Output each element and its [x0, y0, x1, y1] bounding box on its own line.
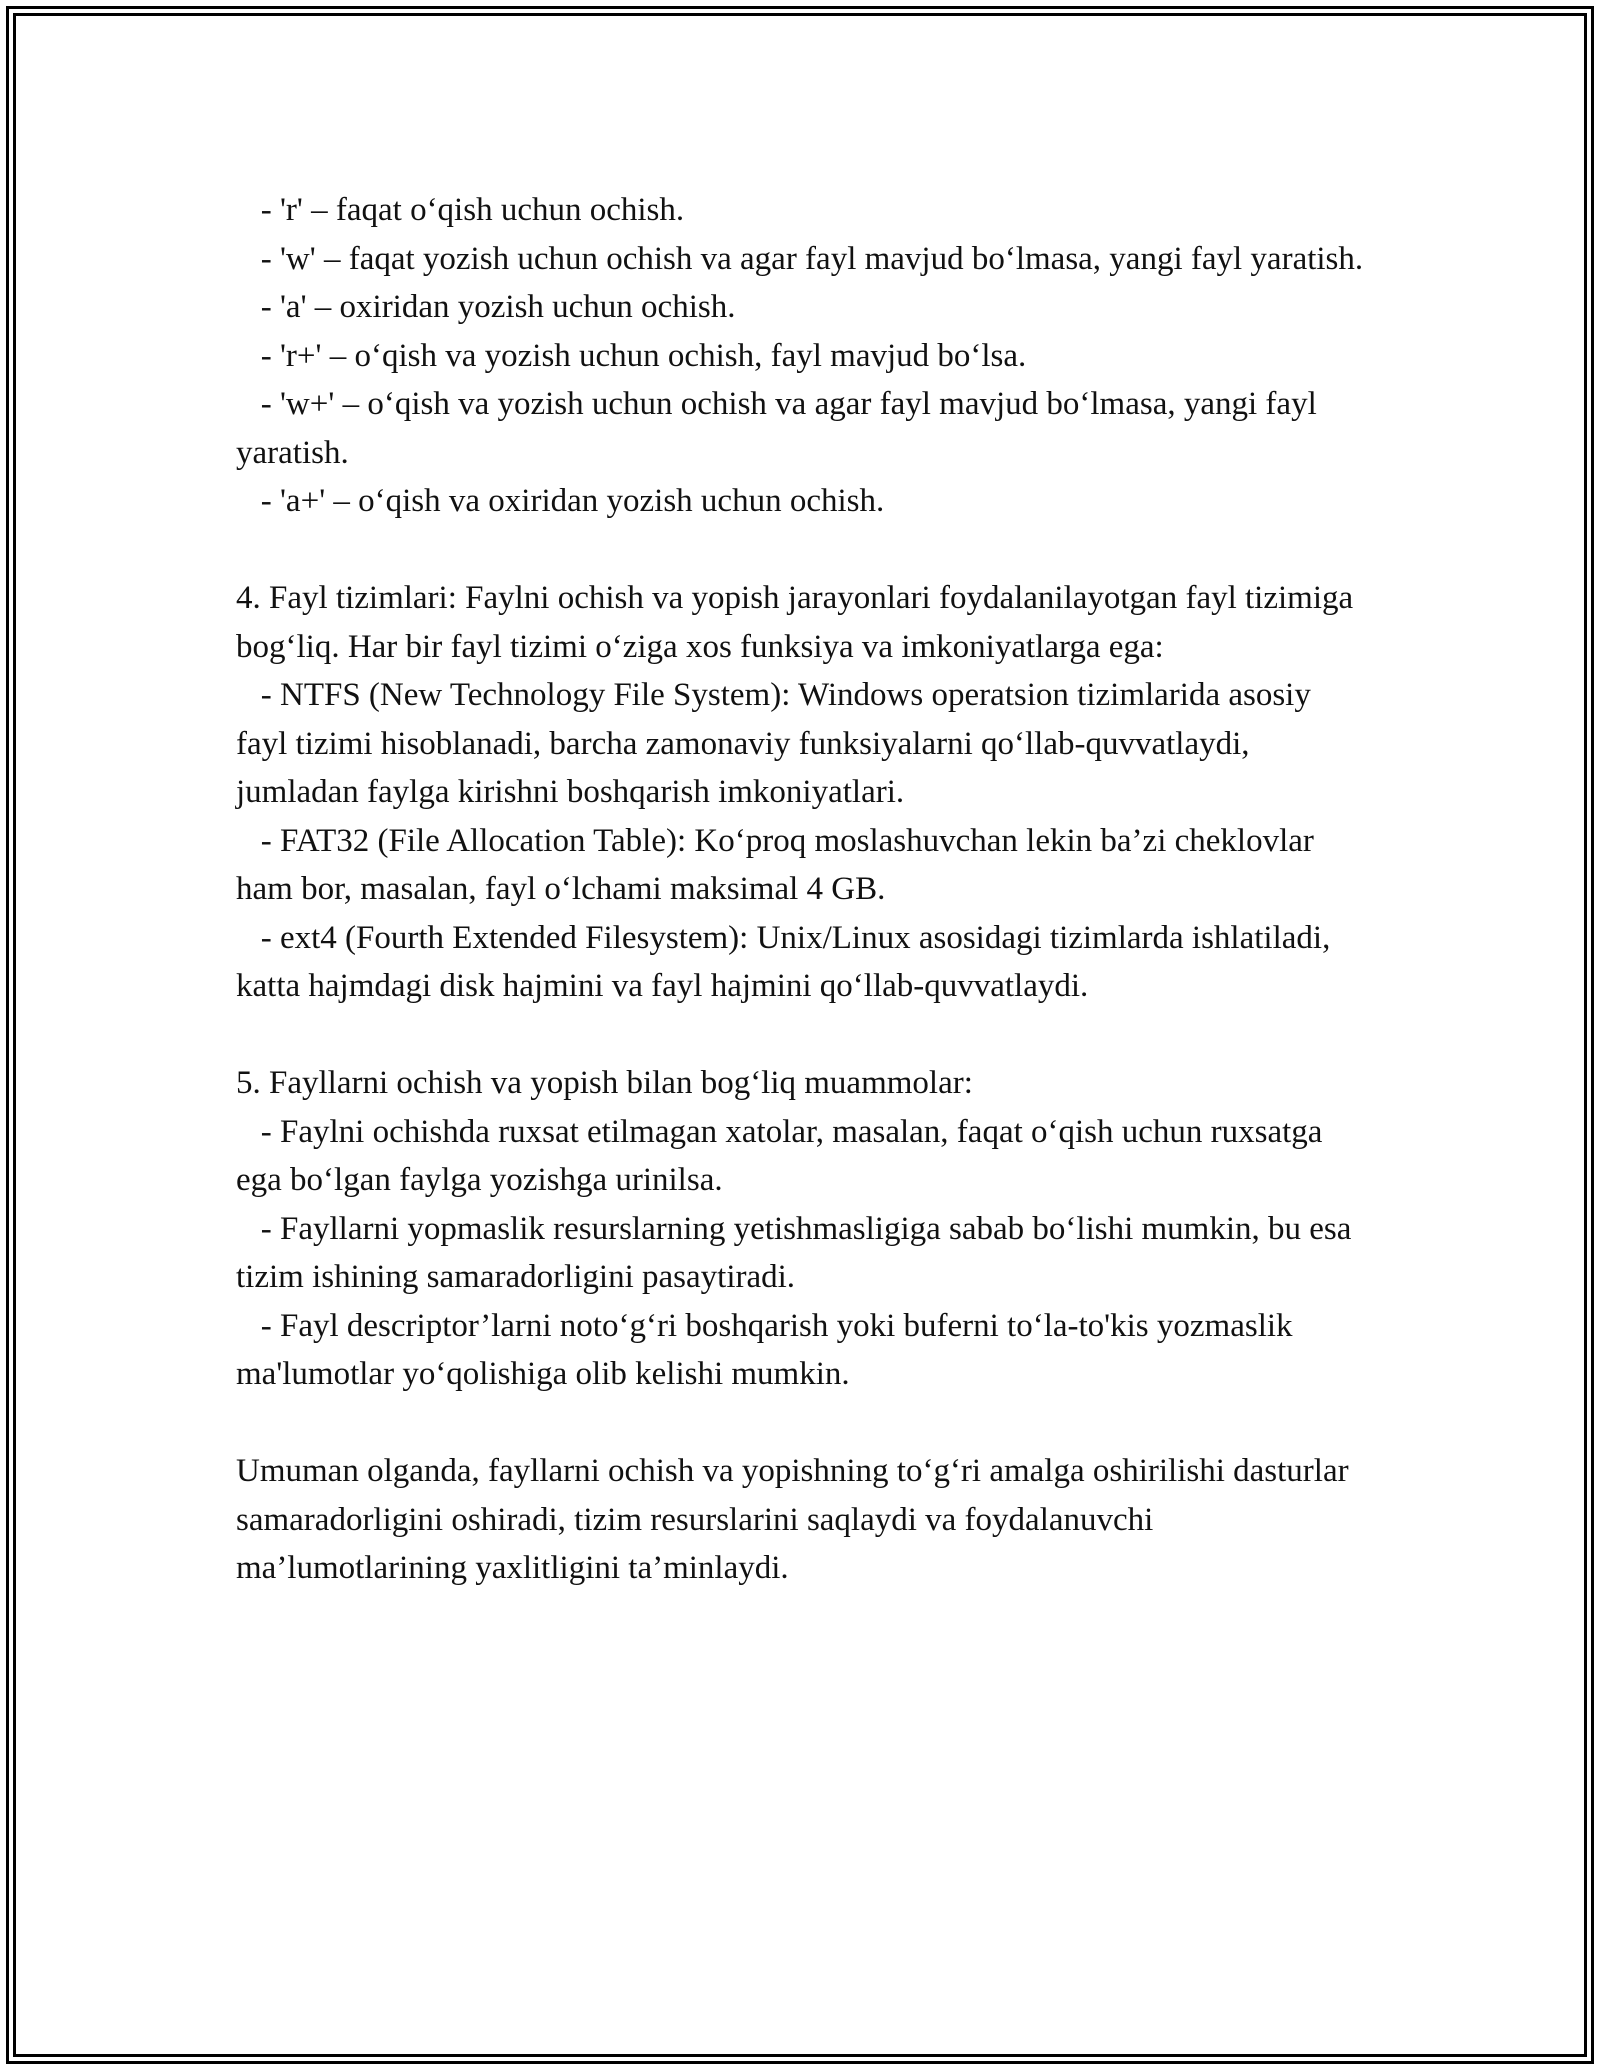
- paragraph-spacer: [236, 1399, 1366, 1448]
- paragraph-spacer: [236, 526, 1366, 575]
- mode-item-a: - 'a' – oxiridan yozish uchun ochish.: [260, 289, 736, 325]
- section-5-item-permissions: - Faylni ochishda ruxsat etilmagan xatolar, masalan, faqat o‘qish uchun ruxsatga ega bo‘lgan faylga yozishga urinilsa.: [236, 1113, 1323, 1198]
- section-5-item-not-closing: - Fayllarni yopmaslik resurslarning yetishmasligiga sabab bo‘lishi mumkin, bu esa tizim ishining samaradorligini pasaytiradi.: [236, 1210, 1352, 1295]
- section-4-item-ntfs: - NTFS (New Technology File System): Windows operatsion tizimlarida asosiy fayl tizimi hisoblanadi, barcha zamonaviy funksiyalarni qo‘llab-quvvatlaydi, jumladan faylga kirishni boshqarish imkoniyatlari.: [236, 677, 1311, 810]
- mode-item-a-plus: - 'a+' – o‘qish va oxiridan yozish uchun ochish.: [260, 483, 885, 519]
- paragraph-spacer: [236, 1011, 1366, 1060]
- conclusion-paragraph: Umuman olganda, fayllarni ochish va yopishning to‘g‘ri amalga oshirilishi dasturlar samaradorligini oshiradi, tizim resurslarini saqlaydi va foydalanuvchi ma’lumotlarining yaxlitligini ta’minlaydi.: [236, 1453, 1349, 1586]
- mode-item-r-plus: - 'r+' – o‘qish va yozish uchun ochish, fayl mavjud bo‘lsa.: [260, 337, 1027, 374]
- section-4-item-fat32: - FAT32 (File Allocation Table): Ko‘proq moslashuvchan lekin ba’zi cheklovlar ham bor, masalan, fayl o‘lchami maksimal 4 GB.: [236, 822, 1314, 907]
- mode-item-r: - 'r' – faqat o‘qish uchun ochish.: [260, 192, 685, 228]
- document-body: [236, 186, 1366, 1593]
- mode-item-w: - 'w' – faqat yozish uchun ochish va agar fayl mavjud bo‘lmasa, yangi fayl yaratish.: [260, 240, 1364, 277]
- section-5-heading: 5. Fayllarni ochish va yopish bilan bog‘liq muammolar:: [236, 1065, 973, 1101]
- mode-item-w-plus: - 'w+' – o‘qish va yozish uchun ochish va agar fayl mavjud bo‘lmasa, yangi fayl yaratish.: [236, 386, 1317, 471]
- section-5-item-descriptors: - Fayl descriptor’larni noto‘g‘ri boshqarish yoki buferni to‘la-to'kis yozmaslik ma'lumotlar yo‘qolishiga olib kelishi mumkin.: [236, 1307, 1293, 1392]
- section-4-item-ext4: - ext4 (Fourth Extended Filesystem): Unix/Linux asosidagi tizimlarda ishlatiladi, katta hajmdagi disk hajmini va fayl hajmini qo‘llab-quvvatlaydi.: [236, 919, 1331, 1004]
- section-4-heading: 4. Fayl tizimlari: Faylni ochish va yopish jarayonlari foydalanilayotgan fayl tizimiga bog‘liq. Har bir fayl tizimi o‘ziga xos funksiya va imkoniyatlarga ega:: [236, 580, 1354, 665]
